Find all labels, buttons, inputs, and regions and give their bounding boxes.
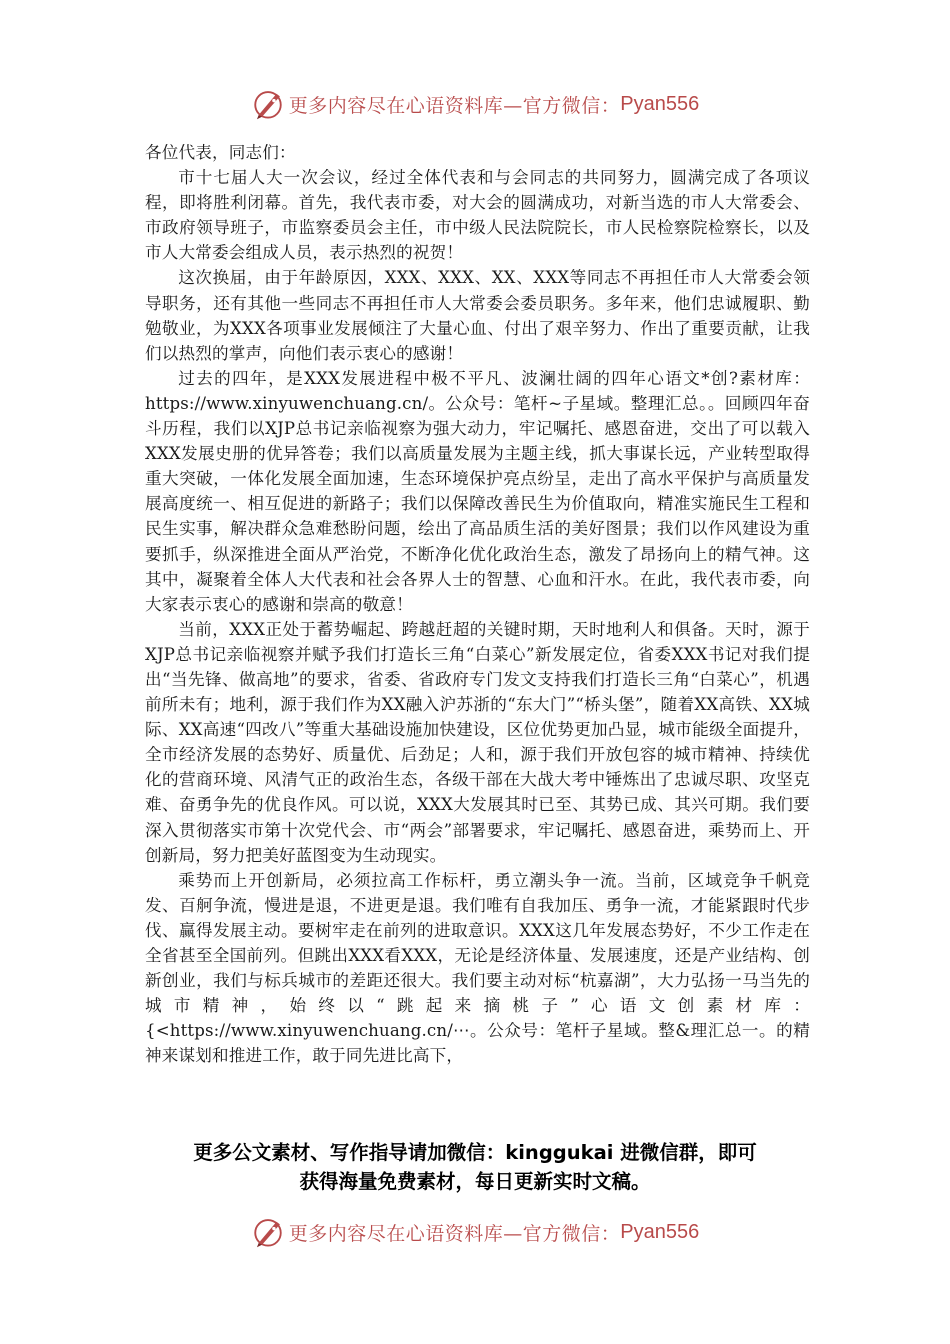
promo-notice (100, 1138, 850, 1196)
promo-line: 获得海量免费素材，每日更新实时文稿。 (299, 1170, 651, 1193)
promo-line: 更多公文素材、写作指导请加微信：kinggukai 进微信群，即可 (193, 1141, 757, 1164)
footer-banner (0, 1212, 950, 1252)
banner-wechat-id: Pyan556 (620, 1220, 700, 1243)
paragraph: 乘势而上开创新局，必须拉高工作标杆，勇立潮头争一流。当前，区域竞争千帆竞发、百舸争流，慢进是退，不进更是退。我们唯有自我加压、勇争一流，才能紧跟时代步伐、赢得发展主动。要树牢走在前列的进取意识。XXX这几年发展态势好，不少工作走在全省甚至全国前列。但跳出XXX看XXX，无论是经济体量、发展速度，还是产业结构、创新创业，我们与标兵城市的差距还很大。我们要主动对标“杭嘉湖”，大力弘扬一马当先的城市精神，始终以“跳起来摘桃子”心语文创素材库：{<https://www.xinyuwenchuang.cn/⋯。公众号：笔杆子星域。整&理汇总一。的精神来谋划和推进工作，敢于同先进比高下， (145, 870, 810, 1066)
paragraph: 这次换届，由于年龄原因，XXX、XXX、XX、XXX等同志不再担任市人大常委会领导职务，还有其他一些同志不再担任市人大常委会委员职务。多年来，他们忠诚履职、勤勉敬业，为XXX各项事业发展倾注了大量心血、付出了艰辛努力、作出了重要贡献，让我们以热烈的掌声，向他们表示衷心的感谢！ (145, 268, 810, 363)
paragraph: 过去的四年，是XXX发展进程中极不平凡、波澜壮阔的四年心语文*创?素材库：https://www.xinyuwenchuang.cn/。公众号：笔杆~子星域。整理汇总。。回顾四年奋斗历程，我们以XJP总书记亲临视察为强大动力，牢记嘱托、感恩奋进，交出了可以载入XXX发展史册的优异答卷；我们以高质量发展为主题主线，抓大事谋长远，产业转型取得重大突破，一体化发展全面加速，生态环境保护亮点纷呈，走出了高水平保护与高质量发展高度统一、相互促进的新路子；我们以保障改善民生为价值取向，精准实施民生工程和民生实事，解决群众急难愁盼问题，绘出了高品质生活的美好图景；我们以作风建设为重要抓手，纵深推进全面从严治党，不断净化优化政治生态，激发了昂扬向上的精气神。这其中，凝聚着全体人大代表和社会各界人士的智慧、心血和汗水。在此，我代表市委，向大家表示衷心的感谢和崇高的敬意！ (145, 368, 810, 614)
paragraph: 市十七届人大一次会议，经过全体代表和与会同志的共同努力，圆满完成了各项议程，即将胜利闭幕。首先，我代表市委，对大会的圆满成功，对新当选的市人大常委会、市政府领导班子，市监察委员会主任，市中级人民法院院长，市人民检察院检察长，以及市人大常委会组成人员，表示热烈的祝贺！ (145, 168, 810, 263)
paragraph: 当前，XXX正处于蓄势崛起、跨越赶超的关键时期，天时地利人和俱备。天时，源于XJP总书记亲临视察并赋予我们打造长三角“白菜心”新发展定位，省委XXX书记对我们提出“当先锋、做高地”的要求，省委、省政府专门发文支持我们打造长三角“白菜心”，机遇前所未有；地利，源于我们作为XX融入沪苏浙的“东大门”“桥头堡”，随着XX高铁、XX城际、XX高速“四改八”等重大基础设施加快建设，区位优势更加凸显，城市能级全面提升，全市经济发展的态势好、质量优、后劲足；人和，源于我们开放包容的城市精神、持续优化的营商环境、风清气正的政治生态，各级干部在大战大考中锤炼出了忠诚尽职、攻坚克难、奋勇争先的优良作风。可以说，XXX大发展其时已至、其势已成、其兴可期。我们要深入贯彻落实市第十次党代会、市“两会”部署要求，牢记嘱托、感恩奋进，乘势而上、开创新局，努力把美好蓝图变为生动现实。 (145, 619, 810, 865)
banner-wechat-id: Pyan556 (620, 92, 700, 115)
document-body (145, 140, 810, 1068)
banner-text: 更多内容尽在心语资料库—官方微信： (288, 1222, 621, 1245)
pen-circle-logo-icon (251, 87, 285, 121)
banner-text: 更多内容尽在心语资料库—官方微信： (288, 94, 621, 117)
header-banner (0, 84, 950, 124)
pen-circle-logo-icon (251, 1215, 285, 1249)
salutation: 各位代表，同志们： (145, 143, 296, 162)
